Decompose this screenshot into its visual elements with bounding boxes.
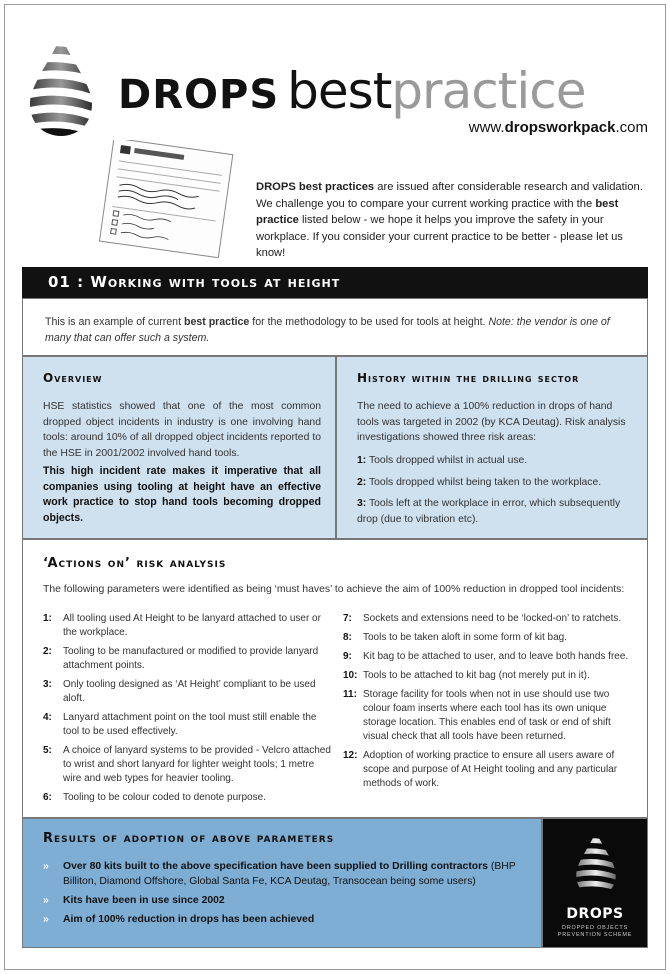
brand-practice: practice [391, 62, 586, 120]
list-item: 2: Tooling to be manufactured or modified to provide lanyard attachment points. [43, 646, 319, 671]
list-item: 11: Storage facility for tools when not in use should use two colour foam inserts where each tool has its own unique storage location. This enables end of task or end of shift visual check that all tools have been returned. [343, 689, 611, 742]
list-item: » Aim of 100% reduction in drops has been achieved [43, 914, 315, 925]
footer-logo-subtitle-2: PREVENTION SCHEME [557, 932, 633, 938]
list-item: 5: A choice of lanyard systems to be provided - Velcro attached to wrist and short lanyard for lighter weight tools; 1 metre wire and web types for heavier tooling. [43, 745, 331, 784]
double-chevron-icon: » [43, 861, 49, 872]
intro-paragraph: DROPS best practices are issued after considerable research and validation. We challenge you to compare your current working practice with the best practice listed below - we hope it helps you improve the safety in your workplace. If you consider your current practice to be better - please let us know! [256, 181, 643, 259]
brand-best: best [287, 62, 392, 120]
practice-statement: This is an example of current best practice for the methodology to be used for tools at height. Note: the vendor is one of many that can offer such a system. [45, 316, 610, 344]
overview-heading: Overview [43, 371, 103, 385]
list-item: 10: Tools to be attached to kit bag (not merely put in it). [343, 670, 590, 681]
history-paragraph: The need to achieve a 100% reduction in drops of hand tools was targeted in 2002 (by KCA Deutag). Risk analysis investigations showed three risk areas: [357, 401, 626, 443]
list-item: 3: Tools left at the workplace in error, which subsequently drop (due to vibration etc). [357, 498, 621, 525]
actions-heading: ‘Actions on’ risk analysis [43, 556, 227, 571]
overview-panel [22, 356, 336, 539]
list-item: 4: Lanyard attachment point on the tool must still enable the tool to be used effectively. [43, 712, 317, 737]
drops-footer-logo [542, 818, 648, 948]
list-item: 1: All tooling used At Height to be lanyard attached to user or the workplace. [43, 613, 321, 638]
actions-list-right [343, 612, 633, 796]
website-link[interactable]: www.dropsworkpack.com [468, 119, 648, 136]
overview-paragraph: HSE statistics showed that one of the most common dropped object incidents in industry is one involving hand tools: around 10% of all dropped object incidents reported to the HSE in 2001/2002 involved hand tools. [43, 401, 321, 459]
history-heading: History within the drilling sector [357, 371, 580, 385]
history-panel [336, 356, 648, 539]
risk-areas-list [357, 453, 631, 533]
actions-lead: The following parameters were identified as being ‘must haves’ to achieve the aim of 100% reduction in dropped tool incidents: [43, 584, 625, 595]
brand-bold: DROPS [118, 72, 280, 118]
list-item: 1: Tools dropped whilst in actual use. [357, 455, 528, 466]
results-list [43, 859, 533, 931]
list-item: 6: Tooling to be colour coded to denote purpose. [43, 792, 266, 803]
footer-logo-name: DROPS [566, 906, 624, 922]
section-title-bar [22, 267, 648, 298]
drop-spiral-icon [22, 30, 100, 140]
list-item: 9: Kit bag to be attached to user, and to leave both hands free. [343, 651, 629, 662]
list-item: 12: Adoption of working practice to ensure all users aware of scope and purpose of At Height tooling and any particular methods of work. [343, 750, 618, 789]
actions-on-panel [22, 539, 648, 818]
list-item: 2: Tools dropped whilst being taken to the workplace. [357, 476, 602, 488]
footer-logo-subtitle-1: DROPPED OBJECTS [561, 925, 629, 931]
page-title: 01 : Working with tools at height [48, 273, 341, 291]
results-heading: Results of adoption of above parameters [43, 831, 335, 846]
list-item: 3: Only tooling designed as ‘At Height’ compliant to be used aloft. [43, 679, 316, 704]
double-chevron-icon: » [43, 895, 49, 906]
double-chevron-icon: » [43, 914, 49, 925]
results-panel [22, 818, 542, 948]
list-item: 8: Tools to be taken aloft in some form of kit bag. [343, 632, 567, 643]
actions-list-left [43, 612, 333, 810]
drop-spiral-icon [571, 827, 621, 899]
practice-statement-box [22, 298, 648, 356]
list-item: » Over 80 kits built to the above specification have been supplied to Drilling contractors (BHP Billiton, Diamond Offshore, Global Santa Fe, KCA Deutag, Transocean being some users) [43, 861, 516, 887]
brand-title [118, 62, 585, 120]
list-item: » Kits have been in use since 2002 [43, 895, 225, 906]
overview-emphasis: This high incident rate makes it imperative that all companies using tooling at height have an effective work practice to stop hand tools becoming dropped objects. [43, 465, 321, 524]
list-item: 7: Sockets and extensions need to be ‘locked-on’ to ratchets. [343, 613, 622, 624]
document-thumbnail-image [92, 140, 242, 258]
